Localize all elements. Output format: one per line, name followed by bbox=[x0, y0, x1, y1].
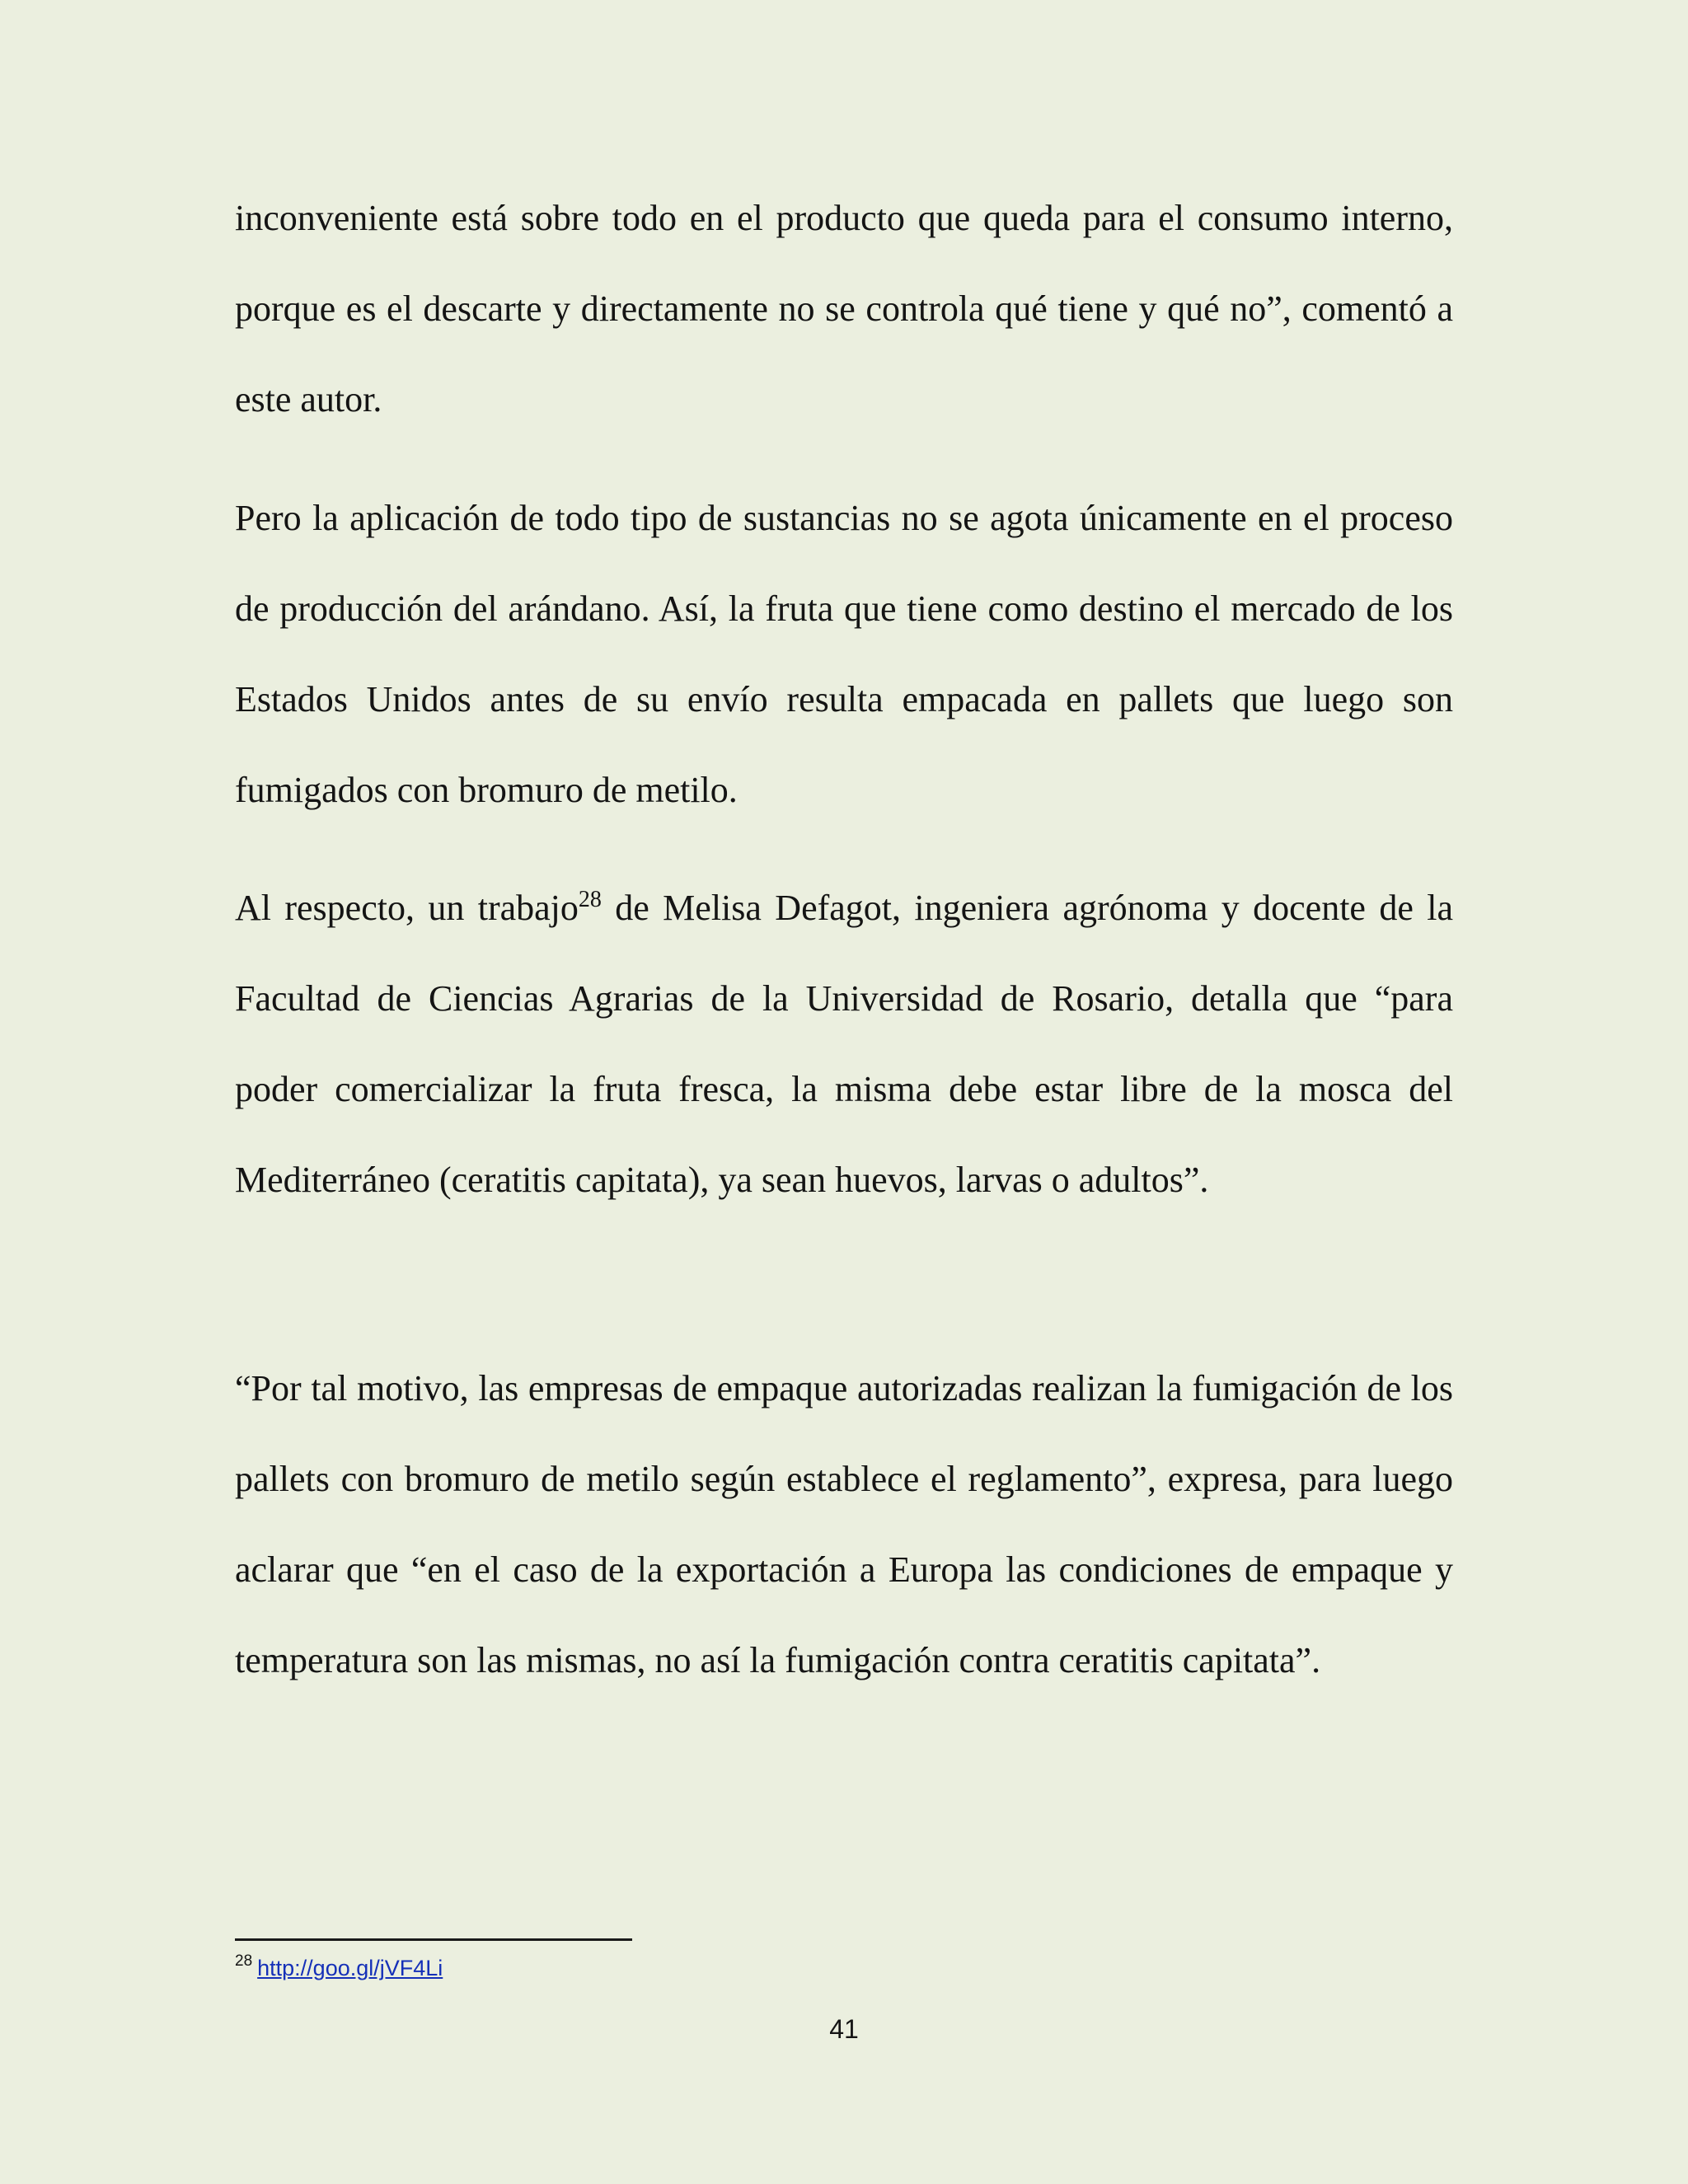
footnote-link[interactable]: http://goo.gl/jVF4Li bbox=[257, 1956, 443, 1980]
footnote-reference-28[interactable]: 28 bbox=[578, 887, 602, 912]
paragraph-3-text-after-ref: de Melisa Defagot, ingeniera agrónoma y docente de la Facultad de Ciencias Agrarias de la Universidad de Rosario, detalla que “para poder comercializar la fruta fresca, la misma debe estar libre de la mosca del Mediterráneo (ceratitis capitata), ya sean huevos, larvas o adultos”. bbox=[235, 888, 1454, 1200]
paragraph-4: “Por tal motivo, las empresas de empaque autorizadas realizan la fumigación de los pallets con bromuro de metilo según establece el reglamento”, expresa, para luego aclarar que “en el caso de la exportación a Europa las condiciones de empaque y temperatura son las mismas, no así la fumigación contra ceratitis capitata”. bbox=[235, 1368, 1453, 1680]
page-number: 41 bbox=[829, 2014, 859, 2044]
paragraph-2: Pero la aplicación de todo tipo de sustancias no se agota únicamente en el proceso de producción del arándano. Así, la fruta que tiene como destino el mercado de los Estados Unidos antes de su envío resulta empacada en pallets que luego son fumigados con bromuro de metilo. bbox=[235, 498, 1453, 810]
footnote-number: 28 bbox=[235, 1952, 253, 1970]
paragraph-3-text-before-ref: Al respecto, un trabajo bbox=[235, 888, 579, 928]
footnote bbox=[235, 1953, 443, 1983]
paragraph-1: inconveniente está sobre todo en el producto que queda para el consumo interno, porque es el descarte y directamente no se controla qué tiene y qué no”, comentó a este autor. bbox=[235, 198, 1453, 419]
paragraph-3 bbox=[235, 863, 1453, 1226]
footnote-separator bbox=[235, 1938, 632, 1941]
